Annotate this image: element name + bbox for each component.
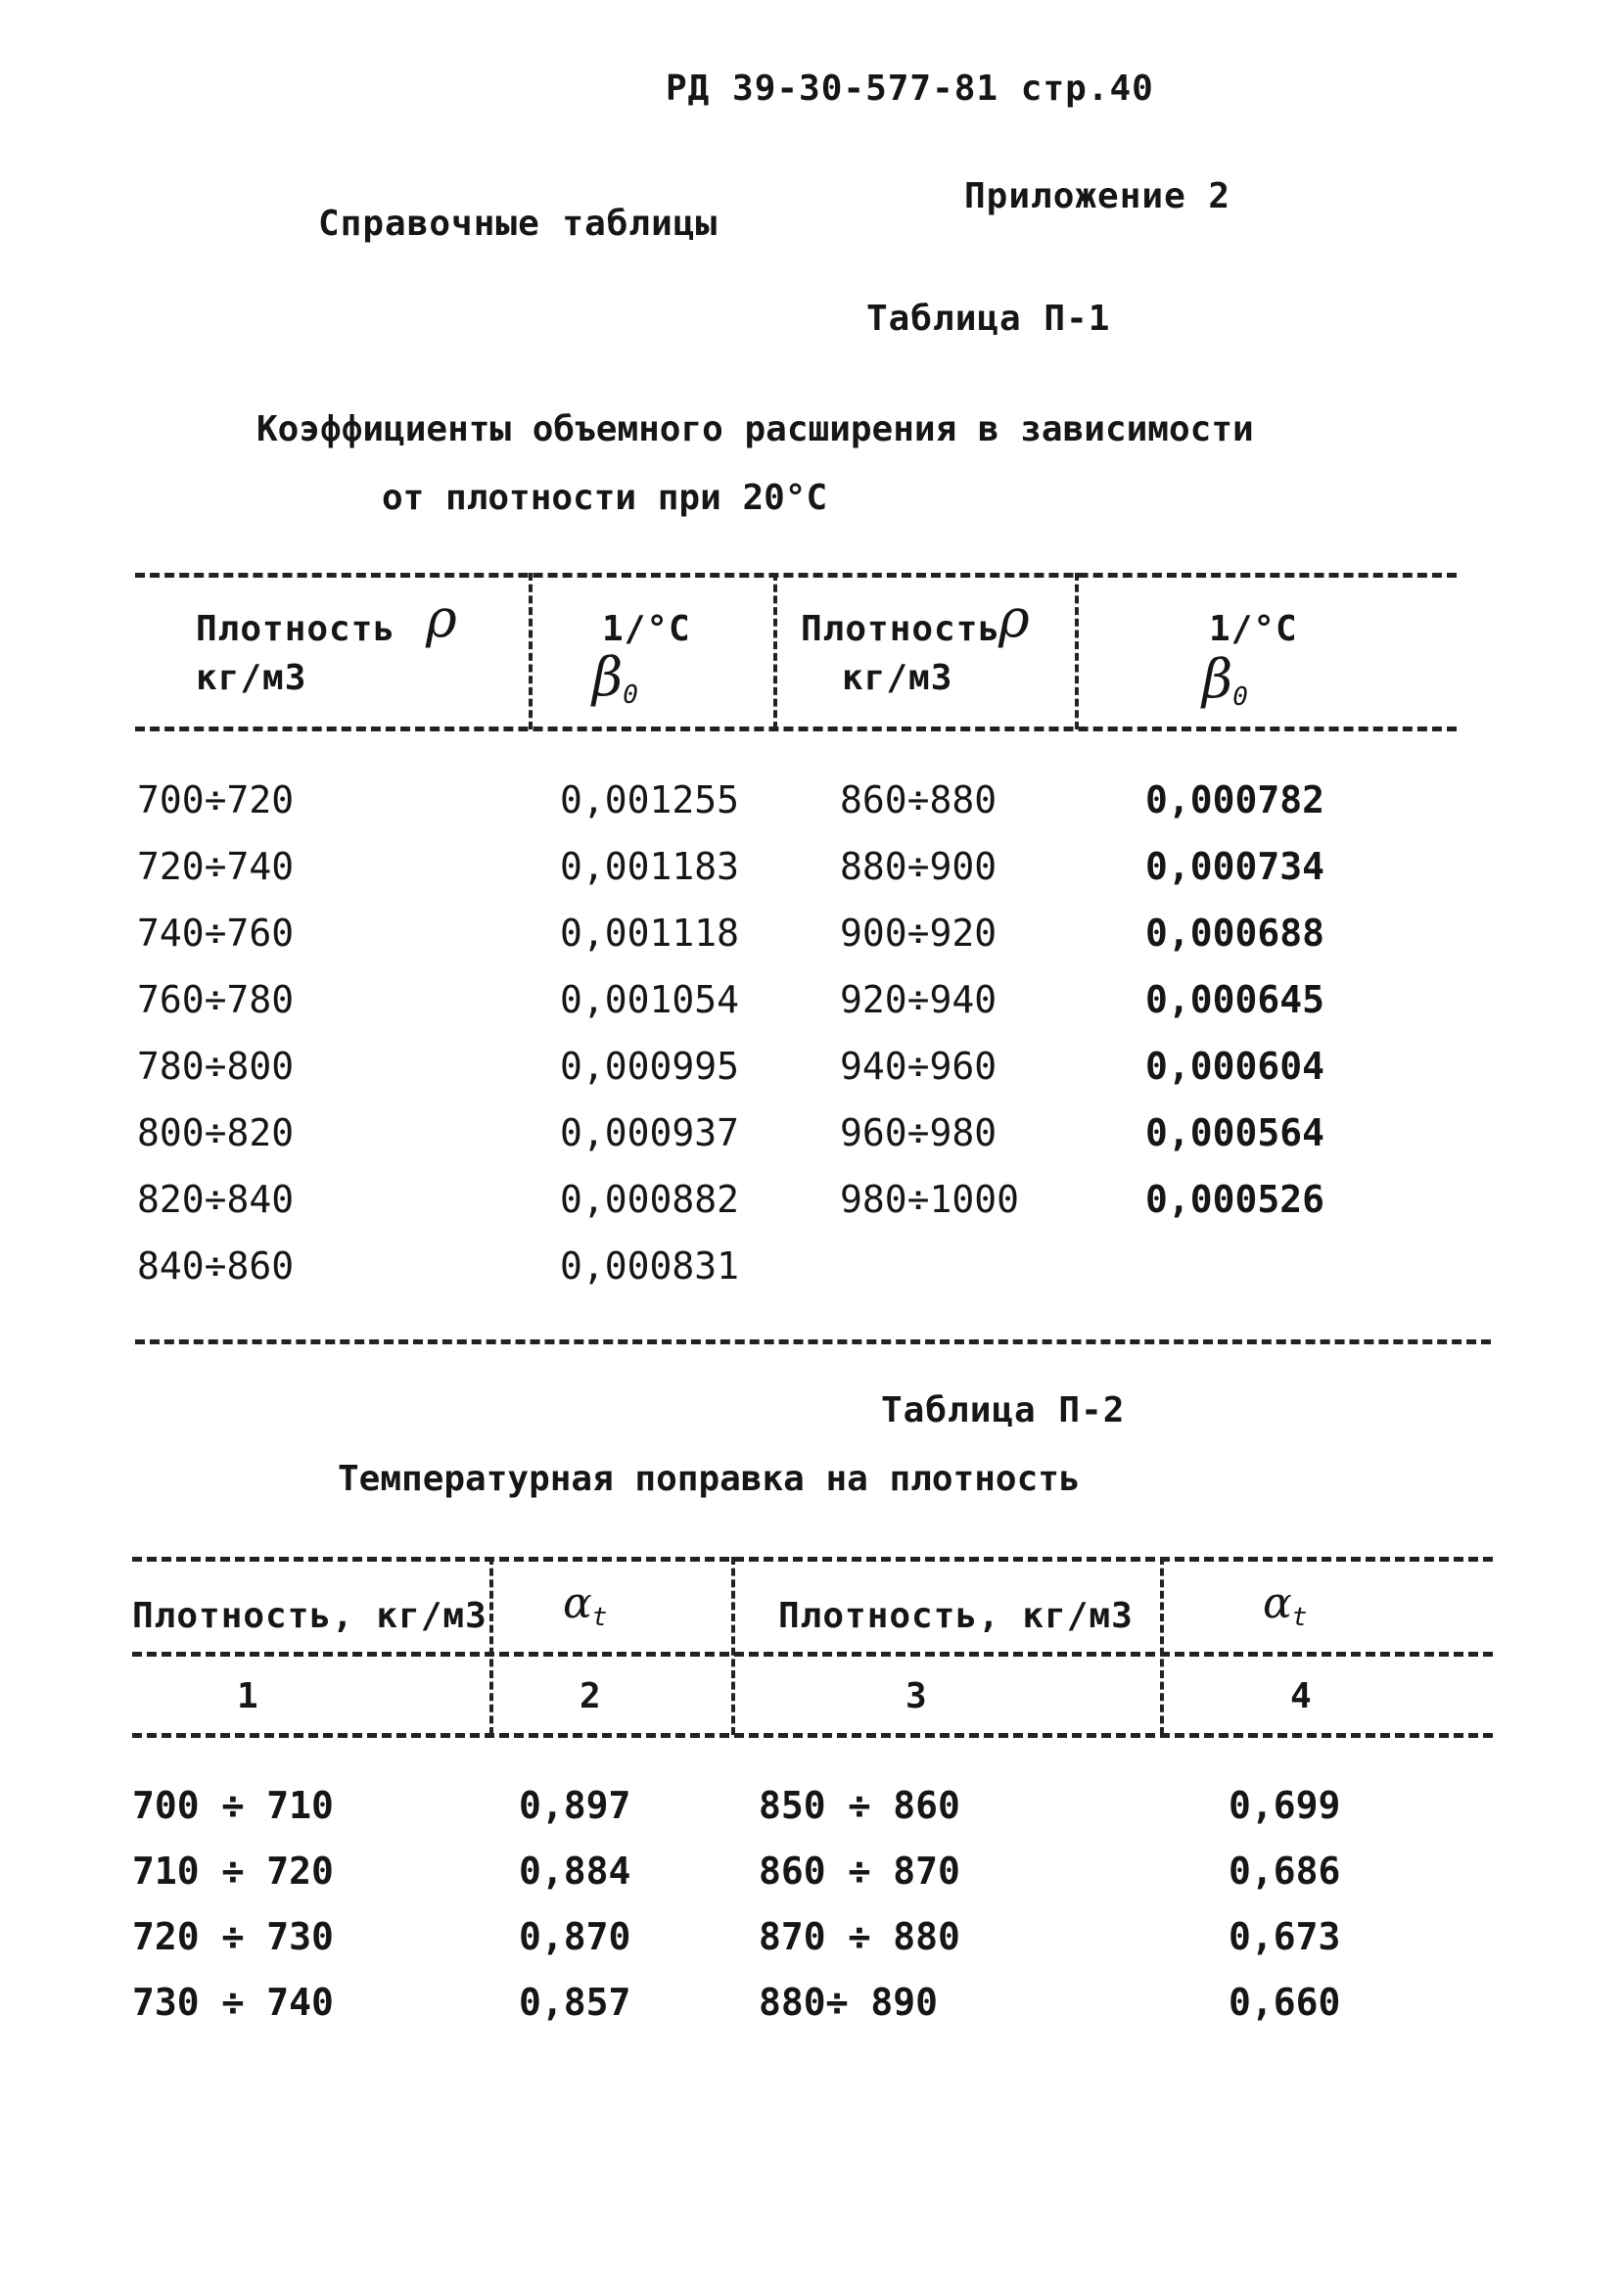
table2-col-divider-2 (731, 1557, 735, 1735)
table2-cell-density1: 710 ÷ 720 (132, 1850, 334, 1893)
table1-cell-beta2: 0,000782 (1145, 778, 1325, 821)
table1-cell-beta1: 0,001054 (560, 978, 740, 1021)
document-reference: РД 39-30-577-81 стр.40 (666, 69, 1154, 109)
table1-cell-density1: 720÷740 (137, 845, 295, 888)
table1-col2-header-unit: 1/°С (602, 609, 691, 649)
table2-top-rule (132, 1557, 1493, 1562)
table1-cell-density1: 820÷840 (137, 1178, 295, 1221)
table1-col1-header-line2: кг/м3 (196, 658, 307, 698)
alpha-symbol-2: αt (1263, 1578, 1308, 1632)
table1-col3-header-line1: Плотность (801, 609, 1001, 649)
table1-cell-beta2: 0,000688 (1145, 912, 1325, 955)
table2-col1-header: Плотность, кг/м3 (132, 1596, 487, 1636)
table1-cell-density2: 940÷960 (840, 1045, 998, 1088)
appendix-label: Приложение 2 (964, 176, 1231, 216)
rho-symbol-1: ρ (426, 587, 457, 649)
table1-col1-header-line1: Плотность (196, 609, 396, 649)
table1-cell-beta1: 0,000882 (560, 1178, 740, 1221)
table1-cell-density1: 840÷860 (137, 1244, 295, 1288)
table2-cell-alpha1: 0,857 (519, 1981, 631, 2024)
table2-cell-alpha2: 0,673 (1229, 1915, 1341, 1958)
table1-cell-beta1: 0,001118 (560, 912, 740, 955)
table2-label: Таблица П-2 (881, 1390, 1126, 1430)
table1-cell-beta2: 0,000604 (1145, 1045, 1325, 1088)
table1-cell-density2: 920÷940 (840, 978, 998, 1021)
table1-cell-density2: 860÷880 (840, 778, 998, 821)
table2-cell-density2: 850 ÷ 860 (759, 1784, 960, 1827)
table1-col4-header-unit: 1/°С (1209, 609, 1298, 649)
table1-cell-density2: 960÷980 (840, 1111, 998, 1154)
table2-cell-density2: 860 ÷ 870 (759, 1850, 960, 1893)
table2-cell-alpha2: 0,699 (1229, 1784, 1341, 1827)
table2-header-rule (132, 1652, 1493, 1657)
table2-cell-alpha2: 0,686 (1229, 1850, 1341, 1893)
table1-cell-density1: 760÷780 (137, 978, 295, 1021)
table1-title-line1: Коэффициенты объемного расширения в зависимости (256, 409, 1254, 449)
table1-cell-density2: 900÷920 (840, 912, 998, 955)
section-title: Справочные таблицы (318, 204, 719, 244)
table1-cell-beta2: 0,000734 (1145, 845, 1325, 888)
table1-bottom-rule (135, 1339, 1491, 1344)
table2-col-number-4: 4 (1290, 1676, 1313, 1716)
table1-col-divider-2 (773, 573, 777, 729)
table1-col-divider-3 (1075, 573, 1079, 729)
table2-cell-density2: 870 ÷ 880 (759, 1915, 960, 1958)
table1-cell-density2: 880÷900 (840, 845, 998, 888)
table2-cell-density1: 730 ÷ 740 (132, 1981, 334, 2024)
table2-cell-alpha2: 0,660 (1229, 1981, 1341, 2024)
table1-col3-header-line2: кг/м3 (842, 658, 953, 698)
table1-cell-beta2: 0,000526 (1145, 1178, 1325, 1221)
table2-cell-alpha1: 0,884 (519, 1850, 631, 1893)
table1-cell-beta1: 0,000831 (560, 1244, 740, 1288)
rho-symbol-2: ρ (998, 587, 1030, 649)
table2-col-number-2: 2 (580, 1676, 602, 1716)
table1-cell-density1: 800÷820 (137, 1111, 295, 1154)
table2-cell-alpha1: 0,897 (519, 1784, 631, 1827)
table1-title-line2: от плотности при 20°С (382, 478, 828, 518)
table2-col-number-3: 3 (905, 1676, 928, 1716)
table1-cell-beta1: 0,000995 (560, 1045, 740, 1088)
table1-cell-beta1: 0,001255 (560, 778, 740, 821)
table1-cell-density2: 980÷1000 (840, 1178, 1020, 1221)
table1-cell-density1: 740÷760 (137, 912, 295, 955)
table2-col-number-1: 1 (237, 1676, 259, 1716)
beta-symbol-2: β0 (1202, 648, 1248, 712)
table2-number-rule (132, 1733, 1493, 1738)
table2-col-divider-3 (1160, 1557, 1164, 1735)
table1-cell-density1: 700÷720 (137, 778, 295, 821)
table1-cell-density1: 780÷800 (137, 1045, 295, 1088)
alpha-symbol-1: αt (563, 1578, 608, 1632)
table2-cell-density1: 720 ÷ 730 (132, 1915, 334, 1958)
table1-label: Таблица П-1 (866, 299, 1111, 339)
table2-cell-density2: 880÷ 890 (759, 1981, 939, 2024)
table1-cell-beta1: 0,001183 (560, 845, 740, 888)
table1-top-rule (135, 573, 1457, 578)
table1-cell-beta2: 0,000645 (1145, 978, 1325, 1021)
table1-header-rule (135, 726, 1457, 731)
table2-title: Температурная поправка на плотность (338, 1459, 1081, 1499)
table1-cell-beta1: 0,000937 (560, 1111, 740, 1154)
beta-symbol-1: β0 (592, 646, 638, 710)
table1-col-divider-1 (529, 573, 533, 729)
table2-col3-header: Плотность, кг/м3 (778, 1596, 1134, 1636)
table2-cell-density1: 700 ÷ 710 (132, 1784, 334, 1827)
table1-cell-beta2: 0,000564 (1145, 1111, 1325, 1154)
table2-cell-alpha1: 0,870 (519, 1915, 631, 1958)
table2-col-divider-1 (489, 1557, 493, 1735)
